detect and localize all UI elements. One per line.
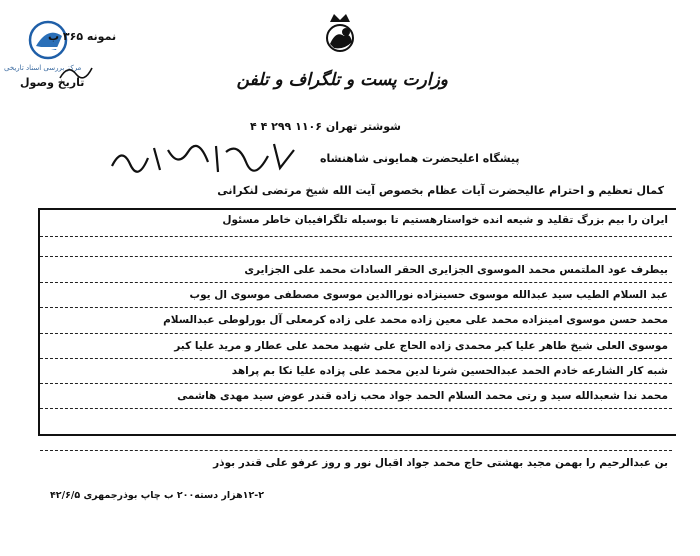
archive-logo-caption: مرکز بررسی اسناد تاریخی (4, 64, 82, 72)
body-line: محمد حسن موسوی امینزاده محمد علی معین زاده محمد علی زاده کرمعلی آل بورلوطی عبدالسلام (163, 314, 668, 326)
ministry-title: وزارت پست و تلگراف و تلفن (236, 70, 448, 90)
dashed-rule (40, 383, 672, 384)
body-line: ایران را بیم بزرگ تقلید و شیعه انده خواستارهستیم تا بوسیله تلگرافیبان خاطر مسئول (222, 214, 668, 226)
body-line: موسوی العلی شیخ طاهر علیا کبر محمدی زاده الحاج علی شهید محمد علی عطار و مرید علیا کبر (174, 340, 668, 352)
form-number: نمونه ۳۶۵ ب (48, 30, 117, 43)
body-line: محمد ندا شعبدالله سید و رتی محمد السلام الحمد جواد محب زاده قندر عوض سید مهدی هاشمی (177, 390, 668, 402)
dashed-rule (40, 333, 672, 334)
body-line: شبه کار الشارعه خادم الحمد عبدالحسین شرنا لدین محمد علی پزاده علیا نکا بم پراهد (231, 365, 668, 377)
dashed-rule (40, 408, 672, 409)
print-footer: ۱۲-۲هزار دسته۲۰۰ ب چاپ بوذرجمهری ۴۲/۶/۵ (50, 490, 264, 501)
imperial-emblem-icon (316, 8, 364, 56)
body-line: بن عبدالرحیم را بهمن مجید بهشتی حاج محمد جواد اقبال نور و روز عرفو علی قندر بوذر (213, 457, 668, 469)
body-line: بیطرف عود الملتمس محمد الموسوی الجزایری الحقر السادات محمد علی الجزایری (244, 264, 668, 276)
addressee-line: پیشگاه اعلیحضرت همایونی شاهنشاه (320, 152, 520, 165)
handwritten-annotation (108, 138, 308, 178)
dashed-rule (40, 450, 672, 451)
dashed-rule (40, 236, 672, 237)
dashed-rule (40, 307, 672, 308)
subject-line: کمال تعظیم و احترام عالیحضرت آیات عظام بخصوص آیت الله شیخ مرتضی لنکرانی (217, 184, 664, 197)
receipt-signature-scribble (58, 62, 98, 82)
telegram-reference-line: شوشتر تهران ۱۱۰۶ ۲۹۹ ۴ ۴ (250, 120, 401, 133)
body-line: عبد السلام الطیب سید عبدالله موسوی حسینزاده نوراالدین موسوی مصطفی موسوی ال یوب (189, 289, 668, 301)
dashed-rule (40, 256, 672, 257)
receipt-date-label: تاریخ وصول (20, 76, 85, 89)
dashed-rule (40, 358, 672, 359)
dashed-rule (40, 282, 672, 283)
